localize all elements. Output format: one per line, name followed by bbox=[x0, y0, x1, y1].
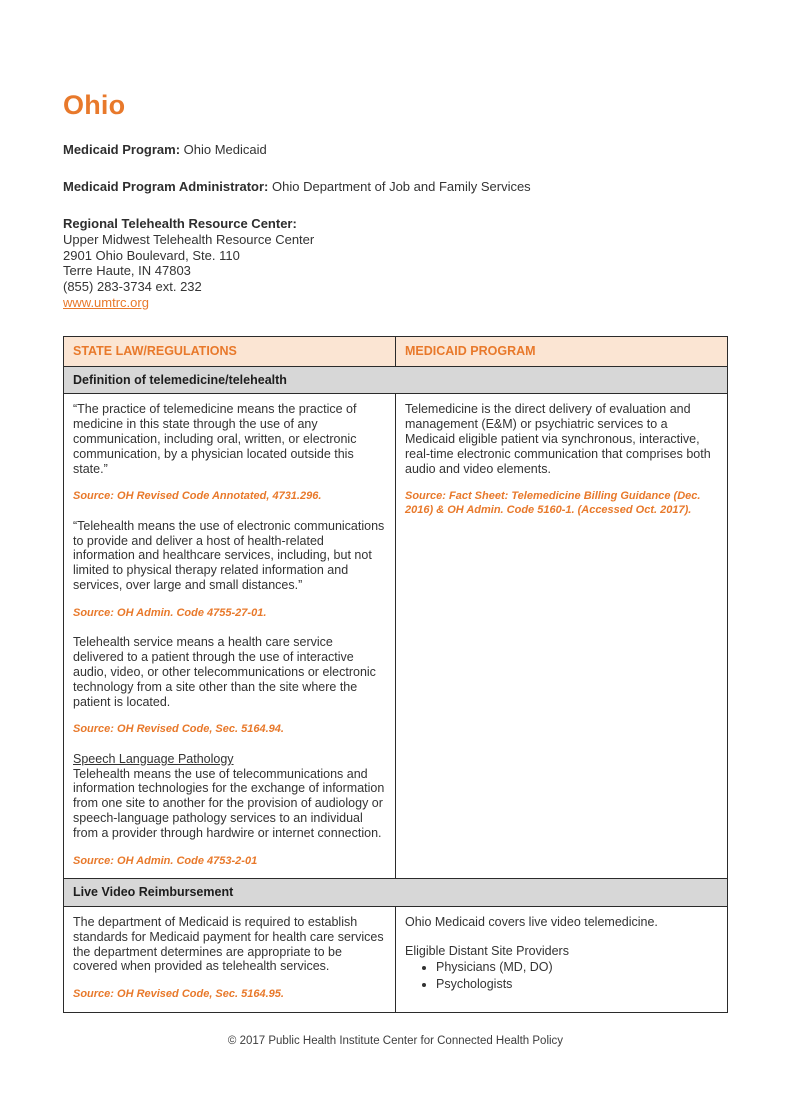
administrator-value: Ohio Department of Job and Family Services bbox=[272, 179, 531, 194]
speech-pathology-paragraph: Telehealth means the use of telecommunications and information technologies for the exchange of information from one site to another for the provision of audiology or speech-language pathology services to an individual from a provider through hardwire or internet connection. bbox=[73, 766, 385, 840]
eligible-providers-heading: Eligible Distant Site Providers bbox=[405, 943, 569, 958]
section-row-definition bbox=[64, 366, 728, 394]
section-header-live-video: Live Video Reimbursement bbox=[64, 879, 728, 907]
resource-center-block bbox=[63, 216, 728, 311]
resource-center-phone: (855) 283-3734 ext. 232 bbox=[63, 279, 202, 295]
bullet-item: • Psychologists bbox=[436, 977, 718, 993]
footer-copyright: © 2017 Public Health Institute Center for Connected Health Policy bbox=[227, 1034, 564, 1047]
live-video-coverage-statement: Ohio Medicaid covers live video telemedicine. bbox=[405, 914, 658, 929]
section-header-definition: Definition of telemedicine/telehealth bbox=[64, 366, 728, 394]
definition-medicaid-cell bbox=[396, 394, 728, 879]
live-video-content-row bbox=[64, 906, 728, 1012]
definition-quote-1: “The practice of telemedicine means the practice of medicine in this state through the use of any communication, including oral, written, or electronic communication, by a physician located outside this state.” bbox=[73, 402, 357, 476]
definition-quote-2: “Telehealth means the use of electronic communications to provide and deliver a host of health-related information and healthcare services, including, but not limited to physical therapy related information and services, over large and small distances.” bbox=[73, 518, 385, 593]
definition-state-law-cell bbox=[64, 394, 396, 879]
source-citation: Source: Fact Sheet: Telemedicine Billing Guidance (Dec. 2016) & OH Admin. Code 5160-1. (Accessed Oct. 2017). bbox=[405, 490, 701, 516]
source-citation: Source: OH Admin. Code 4755-27-01. bbox=[73, 606, 267, 619]
column-header-medicaid: MEDICAID PROGRAM bbox=[396, 336, 728, 366]
telehealth-policy-table bbox=[63, 336, 728, 1013]
live-video-state-law-cell bbox=[64, 906, 396, 1012]
document-page bbox=[0, 90, 791, 1047]
source-citation: Source: OH Revised Code, Sec. 5164.94. bbox=[73, 723, 284, 736]
live-video-state-law-paragraph: The department of Medicaid is required to establish standards for Medicaid payment for health care services the department determines are appropriate to be covered when provided as telehealth services. bbox=[73, 914, 384, 974]
speech-pathology-heading: Speech Language Pathology bbox=[73, 751, 234, 766]
resource-center-name: Upper Midwest Telehealth Resource Center bbox=[63, 231, 315, 247]
resource-center-link[interactable]: www.umtrc.org bbox=[63, 294, 149, 310]
resource-center-city: Terre Haute, IN 47803 bbox=[63, 263, 191, 279]
medicaid-program-value: Ohio Medicaid bbox=[183, 142, 267, 157]
column-header-state-law: STATE LAW/REGULATIONS bbox=[64, 336, 396, 366]
live-video-medicaid-cell bbox=[396, 906, 728, 1012]
eligible-providers-list bbox=[436, 960, 718, 993]
source-citation: Source: OH Admin. Code 4753-2-01 bbox=[73, 854, 258, 867]
source-citation: Source: OH Revised Code Annotated, 4731.296. bbox=[73, 490, 322, 503]
medicaid-program-field bbox=[63, 142, 728, 158]
administrator-field bbox=[63, 179, 728, 195]
medicaid-definition-paragraph: Telemedicine is the direct delivery of evaluation and management (E&M) or psychiatric services to a Medicaid eligible patient via synchronous, interactive, real-time electronic communication that comprises both audio and video elements. bbox=[405, 402, 711, 476]
section-row-live-video bbox=[64, 879, 728, 907]
source-citation: Source: OH Revised Code, Sec. 5164.95. bbox=[73, 988, 284, 1001]
administrator-label: Medicaid Program Administrator: bbox=[63, 179, 269, 194]
resource-center-street: 2901 Ohio Boulevard, Ste. 110 bbox=[63, 247, 240, 263]
definition-content-row bbox=[64, 394, 728, 879]
table-header-row bbox=[64, 336, 728, 366]
page-title: Ohio bbox=[63, 90, 126, 120]
resource-center-label: Regional Telehealth Resource Center: bbox=[63, 216, 297, 231]
medicaid-program-label: Medicaid Program: bbox=[63, 142, 181, 157]
definition-paragraph-3: Telehealth service means a health care service delivered to a patient through the use of interactive audio, video, or other telecommunications or electronic technology from a site other than the site where the patient is located. bbox=[73, 635, 376, 709]
bullet-item: • Physicians (MD, DO) bbox=[436, 960, 718, 976]
